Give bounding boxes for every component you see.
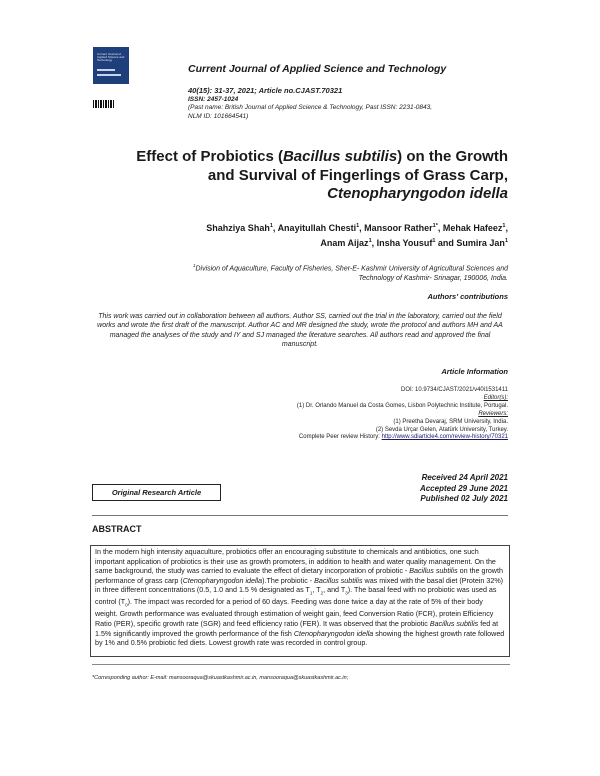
- cover-line: [97, 74, 121, 76]
- author-name: Mansoor Rather: [364, 223, 433, 233]
- abstract-species: Bacillus subtilis: [429, 620, 479, 628]
- author-sup: 1*: [432, 223, 438, 229]
- author-name: Insha Yousuf: [376, 238, 433, 248]
- title-text: Effect of Probiotics (: [136, 148, 283, 165]
- affiliation-text: Division of Aquaculture, Faculty of Fisheries, Sher-E- Kashmir University of Agricultural Sciences and: [195, 265, 508, 273]
- abstract-sub: 2: [320, 590, 324, 596]
- reviewer-entry: (2) Sevda Urçar Gelen, Atatürk University, Turkey.: [375, 426, 508, 433]
- title-species: Bacillus subtilis: [282, 148, 398, 165]
- abstract-span: ).The probiotic -: [262, 576, 315, 585]
- abstract-heading: ABSTRACT: [92, 524, 142, 534]
- dates-block: [420, 473, 508, 505]
- barcode-icon: [93, 100, 115, 108]
- accepted-date: Accepted 29 June 2021: [419, 483, 508, 493]
- abstract-span: , T: [312, 586, 321, 595]
- contributions-heading: Authors' contributions: [427, 292, 508, 301]
- abstract-sub: 0: [125, 602, 128, 608]
- abstract-species: Ctenopharyngodon idella: [182, 576, 263, 585]
- title-species: Ctenopharyngodon idella: [327, 185, 508, 202]
- author-name: Anayitullah Chesti: [277, 223, 357, 233]
- history-link[interactable]: http://www.sdiarticle4.com/review-history/70321: [381, 434, 508, 441]
- abstract-span: , and T: [323, 586, 346, 595]
- abstract-span: on the growth performance of grass carp (: [95, 567, 503, 585]
- affiliation-sup: 1: [192, 263, 196, 268]
- abstract-span: was mixed with the basal diet (Protein 32%) in three different concentrations (0.5, 1.0 and 1.5 % designated as T: [95, 576, 504, 595]
- paper-title: [78, 148, 508, 204]
- journal-meta: [188, 87, 518, 121]
- history-label: Complete Peer review History:: [298, 434, 382, 441]
- footnote-divider: [92, 664, 510, 665]
- author-sup: 1: [502, 223, 506, 229]
- abstract-span: fed at 1.5% significantly improved the growth performance of the fish: [95, 620, 499, 638]
- divider: [92, 515, 508, 516]
- author-sup: 1: [368, 238, 372, 244]
- affiliation-text: Technology of Kashmir- Srinagar, 190006, India.: [358, 274, 508, 282]
- article-type-badge: Original Research Article: [92, 484, 221, 501]
- abstract-sub: 1: [309, 590, 313, 596]
- abstract-span: In the modern high intensity aquaculture, probiotics offer an encouraging substitute to chemicals and antibiotics, one such important application of probiotics is their use as growth promoters, in addition to health and water quality management. On the same background, the study was carried to evaluate the effect of dietary incorporation of probiotic -: [95, 548, 496, 576]
- author-sup: 1: [432, 238, 436, 244]
- abstract-span: ). The basal feed with no probiotic was used as control (T: [95, 586, 497, 607]
- journal-name: Current Journal of Applied Science and Technology: [188, 63, 447, 75]
- affiliation: [78, 261, 508, 283]
- author-name: Shahziya Shah: [206, 223, 270, 233]
- abstract-species: Bacillus subtilis: [314, 576, 363, 585]
- abstract-span: ). The impact was recorded for a period of 60 days. Feeding was done twice a day at the rate of 5% of their body weight. Growth performance was evaluated through estimation of weight gain, feed Conversion Ratio (FCR), protein Efficiency Ratio (PER), specific growth rate (SGR) and feed efficiency ratio (FER). It was observed that the probiotic: [95, 598, 494, 628]
- editor-entry: (1) Dr. Orlando Manuel da Costa Gomes, Lisbon Polytechnic Institute, Portugal.: [296, 402, 508, 409]
- published-date: Published 02 July 2021: [420, 494, 508, 504]
- nlm-line: NLM ID: 101664541): [188, 112, 249, 120]
- abstract-species: Bacillus subtilis: [409, 567, 458, 576]
- editors-label: Editor(s):: [483, 394, 508, 401]
- received-date: Received 24 April 2021: [421, 473, 508, 482]
- doi: DOI: 10.9734/CJAST/2021/v40i1531411: [401, 387, 508, 393]
- cover-title: Current Journal of Applied Science and Technology: [97, 52, 125, 62]
- author-sup: 1: [269, 223, 273, 229]
- article-info-heading: Article Information: [441, 367, 508, 376]
- title-text: ) on the Growth: [397, 148, 508, 165]
- author-list: Shahziya Shah$^1$, Anayitullah Chesti$^1$, Mansoor Rather$^{1*}$, Mehak Hafeez$^1$, Anam Aijaz$^1$, Insha Yousuf$^1$ and Sumira Jan$^1$: [206, 223, 508, 248]
- author-sup: 1: [356, 223, 360, 229]
- abstract-species: Ctenopharyngodon idella: [293, 629, 374, 638]
- issn-line: ISSN: 2457-1024: [188, 95, 239, 103]
- reviewer-entry: (1) Preetha Devaraj, SRM University, India.: [393, 418, 508, 425]
- author-sup: 1: [504, 238, 508, 244]
- abstract-sub: 3: [345, 590, 348, 596]
- journal-cover-thumbnail: [93, 47, 129, 84]
- author-name: Anam Aijaz: [320, 238, 369, 248]
- corresponding-author-footnote: *Corresponding author: E-mail: mansooraqua@skuastkashmir.ac.in, mansooraqua@skuastkashmir.ac.in;: [92, 675, 349, 681]
- issue-line: 40(15): 31-37, 2021; Article no.CJAST.70321: [188, 86, 343, 95]
- abstract-text: [90, 545, 510, 657]
- article-info: [88, 387, 508, 442]
- abstract-span: showing the highest growth rate followed by 1% and 0.5% probiotic fed diets. Lowest growth rate was recorded in control group.: [95, 629, 505, 648]
- author-name: Sumira Jan: [456, 238, 505, 248]
- title-text: and Survival of Fingerlings of Grass Carp,: [207, 166, 508, 184]
- reviewers-label: Reviewers:: [478, 410, 508, 417]
- author-name: Mehak Hafeez: [442, 223, 503, 233]
- cover-line: [97, 69, 115, 71]
- past-name-line: (Past name: British Journal of Applied Science & Technology, Past ISSN: 2231-0843,: [188, 104, 433, 111]
- contributions-text: This work was carried out in collaboration between all authors. Author SS, carried out the trial in the laboratory, carried out the field works and wrote the first draft of the manuscript. Author AC and MR designed the study, wrote the protocol and authors MH and AA managed the analyses of the study and IY and SJ managed the literature searches. All authors read and approved the final manuscript.: [97, 313, 503, 348]
